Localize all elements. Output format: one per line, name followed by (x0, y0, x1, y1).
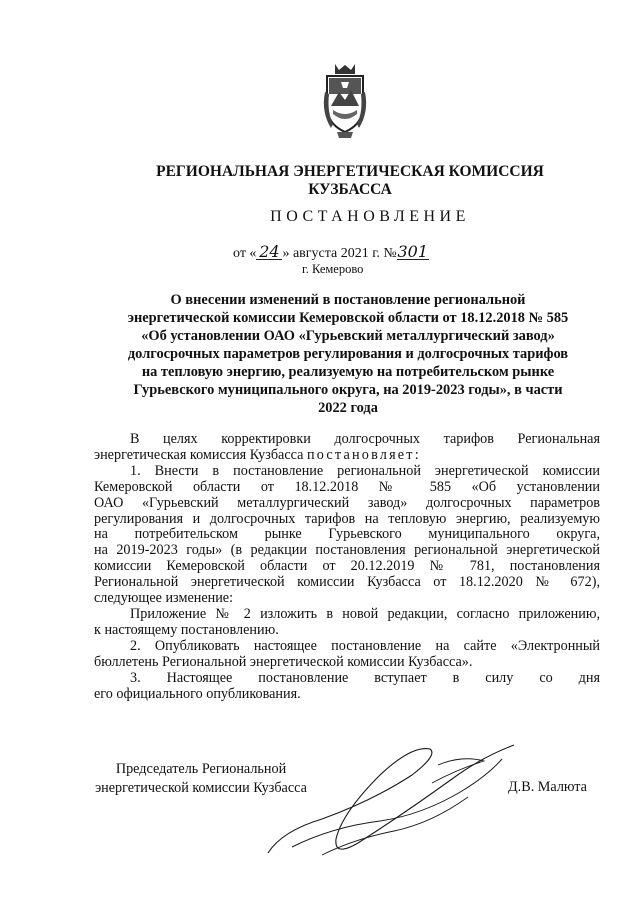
body-line: Кемеровской области от 18.12.2018 № 585 «Об установлении (94, 478, 600, 495)
body-line: к настоящему постановлению. (94, 621, 279, 638)
subject-line: на тепловую энергию, реализуемую на потребительском рынке (141, 364, 555, 380)
subject-line: О внесении изменений в постановление региональной (170, 292, 526, 308)
subject-line: долгосрочных параметров регулирования и долгосрочных тарифов (127, 346, 569, 362)
subject-line: 2022 года (318, 400, 378, 416)
org-name-line-1: РЕГИОНАЛЬНАЯ ЭНЕРГЕТИЧЕСКАЯ КОМИССИЯ (156, 163, 544, 180)
signatory-title-line: энергетической комиссии Кузбасса (95, 780, 307, 796)
body-text: энергетическая комиссия Кузбасса (94, 446, 307, 463)
org-name-line-2: КУЗБАССА (308, 181, 392, 198)
handwritten-day: 24 (256, 244, 282, 260)
handwritten-signature-icon (262, 735, 524, 865)
body-line: Приложение № 2 изложить в новой редакции, согласно приложению, (130, 605, 600, 622)
date-number-line (233, 244, 429, 262)
body-line: на потребительском рынке Гурьевского муниципального округа, (94, 526, 600, 543)
date-month-year: » августа 2021 г. № (282, 246, 397, 261)
body-line: его официального опубликования. (94, 685, 301, 702)
body-line: ОАО «Гурьевский металлургический завод» долгосрочных параметров (94, 494, 600, 511)
document-body (94, 432, 600, 702)
document-subject (92, 291, 604, 417)
kuzbass-coat-of-arms-icon (321, 62, 369, 140)
handwritten-number: 301 (397, 242, 429, 261)
body-line (94, 448, 600, 464)
subject-line: Гурьевского муниципального округа, на 2019-2023 годы», в части (133, 382, 563, 398)
body-line: следующее изменение: (94, 590, 234, 607)
city: г. Кемерово (302, 262, 364, 276)
signatory-name: Д.В. Малюта (508, 779, 587, 795)
body-line: 1. Внести в постановление региональной энергетической комиссии (130, 462, 600, 479)
body-line: 2. Опубликовать настоящее постановление на сайте «Электронный (130, 637, 600, 654)
document-type-title: ПОСТАНОВЛЕНИЕ (270, 208, 470, 225)
body-line: 3. Настоящее постановление вступает в силу со дня (130, 669, 600, 686)
body-line: регулирования и долгосрочных тарифов на тепловую энергию, реализуемую (94, 510, 600, 527)
body-line: В целях корректировки долгосрочных тарифов Региональная (130, 431, 600, 447)
signatory-title-line: Председатель Региональной (115, 761, 287, 777)
body-line: на 2019-2023 годы» (в редакции постановления региональной энергетической (94, 542, 600, 559)
subject-line: «Об установлении ОАО «Гурьевский металлургический завод» (141, 328, 555, 344)
body-line: Региональной энергетической комиссии Кузбасса от 18.12.2020 № 672), (94, 574, 600, 591)
body-line: бюллетень Региональной энергетической комиссии Кузбасса». (94, 653, 473, 670)
subject-line: энергетической комиссии Кемеровской области от 18.12.2018 № 585 (127, 310, 569, 326)
body-line: комиссии Кемеровской области от 20.12.2019 № 781, постановления (94, 558, 600, 575)
decree-keyword: постановляет: (306, 446, 421, 463)
date-prefix: от « (233, 246, 257, 261)
